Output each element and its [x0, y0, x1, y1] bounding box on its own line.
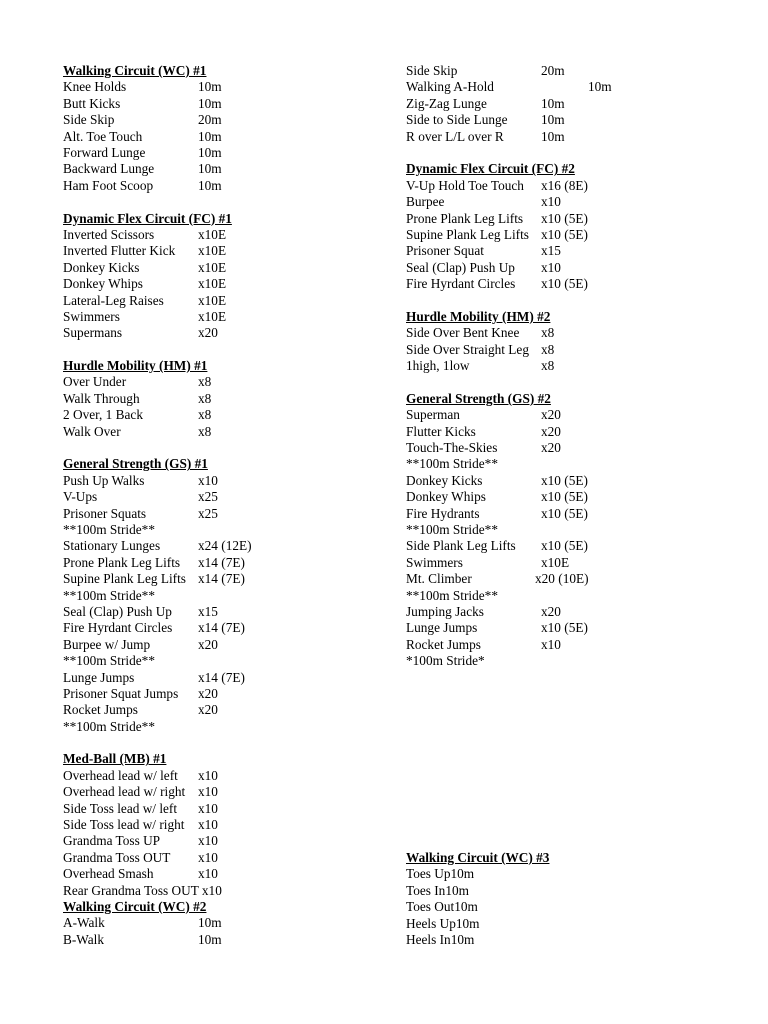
- exercise-row: [406, 358, 736, 374]
- exercise-row: [63, 620, 383, 636]
- exercise-row: [63, 833, 383, 849]
- section-dynamic-flex-circuit-fc-1: [63, 211, 383, 359]
- exercise-name: Supine Plank Leg Lifts: [406, 226, 529, 242]
- section-title: Hurdle Mobility (HM) #1: [63, 358, 208, 374]
- exercise-row: [406, 260, 736, 276]
- exercise-name: R over L/L over R: [406, 128, 504, 144]
- exercise-row: [406, 883, 736, 899]
- exercise-name: **100m Stride**: [63, 718, 155, 734]
- exercise-row: [63, 784, 383, 800]
- exercise-row: [63, 670, 383, 686]
- exercise-name: Walk Over: [63, 423, 121, 439]
- exercise-row: [63, 522, 383, 538]
- exercise-name: Lunge Jumps: [406, 620, 478, 636]
- section-general-strength-gs-2: [406, 391, 736, 670]
- exercise-row: [63, 883, 383, 899]
- exercise-row: [63, 768, 383, 784]
- exercise-name: Prone Plank Leg Lifts: [406, 210, 524, 226]
- exercise-quantity: 10m: [198, 177, 222, 193]
- exercise-quantity: 10m: [445, 882, 469, 898]
- exercise-row: [406, 227, 736, 243]
- exercise-row: [406, 637, 736, 653]
- exercise-row: [406, 653, 736, 669]
- exercise-row: [63, 555, 383, 571]
- exercise-row: [406, 178, 736, 194]
- exercise-name: V-Ups: [63, 489, 98, 505]
- exercise-row: [63, 719, 383, 735]
- section-title: Walking Circuit (WC) #1: [63, 63, 207, 78]
- section-title: General Strength (GS) #1: [63, 456, 208, 472]
- exercise-name: Side Toss lead w/ left: [63, 800, 178, 816]
- exercise-quantity: 10m: [198, 79, 222, 95]
- exercise-row: [406, 620, 736, 636]
- exercise-name: Forward Lunge: [63, 144, 146, 160]
- exercise-name: Backward Lunge: [63, 161, 155, 177]
- exercise-row: [63, 915, 383, 931]
- exercise-row: [406, 932, 736, 948]
- exercise-quantity: x20: [198, 702, 218, 718]
- exercise-quantity: x16 (8E): [541, 177, 588, 193]
- exercise-name: Rocket Jumps: [406, 636, 481, 652]
- exercise-row: [406, 916, 736, 932]
- exercise-quantity: 10m: [454, 899, 478, 915]
- exercise-row: [406, 342, 736, 358]
- exercise-name: Side Toss lead w/ right: [63, 817, 185, 833]
- exercise-quantity: x20: [198, 325, 218, 341]
- exercise-row: [406, 604, 736, 620]
- exercise-quantity: 10m: [198, 915, 222, 931]
- exercise-quantity: x20 (10E): [535, 571, 589, 587]
- exercise-quantity: 20m: [198, 112, 222, 128]
- exercise-quantity: x14 (7E): [198, 571, 245, 587]
- exercise-quantity: x10E: [198, 243, 227, 259]
- exercise-name: Toes Out: [406, 899, 455, 915]
- exercise-row: [63, 260, 383, 276]
- exercise-name: Stationary Lunges: [63, 538, 161, 554]
- exercise-row: [63, 702, 383, 718]
- section-spacer: [63, 735, 383, 751]
- exercise-quantity: x10 (5E): [541, 226, 588, 242]
- exercise-name: Donkey Kicks: [63, 259, 140, 275]
- exercise-row: [63, 932, 383, 948]
- exercise-quantity: x24 (12E): [198, 538, 252, 554]
- exercise-row: [406, 555, 736, 571]
- exercise-name: Fire Hyrdant Circles: [63, 620, 173, 636]
- exercise-quantity: x10: [198, 833, 218, 849]
- exercise-row: [63, 637, 383, 653]
- section-general-strength-gs-1: [63, 456, 383, 751]
- exercise-name: Rear Grandma Toss OUT x10: [63, 882, 222, 898]
- section-title: General Strength (GS) #2: [406, 390, 551, 406]
- exercise-name: Heels In: [406, 931, 451, 947]
- exercise-quantity: 10m: [198, 161, 222, 177]
- exercise-row: [406, 440, 736, 456]
- exercise-quantity: 10m: [450, 866, 475, 882]
- exercise-name: Walking A-Hold: [406, 79, 494, 95]
- exercise-name: **100m Stride**: [63, 653, 155, 669]
- exercise-name: 2 Over, 1 Back: [63, 407, 143, 423]
- exercise-name: Fire Hydrants: [406, 505, 480, 521]
- exercise-quantity: x8: [198, 390, 212, 406]
- exercise-row: [63, 96, 383, 112]
- exercise-quantity: 10m: [450, 931, 475, 947]
- exercise-row: [63, 374, 383, 390]
- exercise-name: 1high, 1low: [406, 358, 470, 374]
- exercise-row: [63, 112, 383, 128]
- exercise-name: Prone Plank Leg Lifts: [63, 554, 181, 570]
- exercise-quantity: x10 (5E): [541, 538, 588, 554]
- exercise-name: Fire Hyrdant Circles: [406, 276, 516, 292]
- exercise-name: Jumping Jacks: [406, 603, 484, 619]
- exercise-name: **100m Stride**: [406, 587, 498, 603]
- exercise-quantity: x10: [198, 784, 218, 800]
- exercise-name: **100m Stride**: [63, 522, 155, 537]
- exercise-name: Side Plank Leg Lifts: [406, 538, 516, 554]
- exercise-quantity: x20: [541, 407, 561, 423]
- exercise-row: [63, 293, 383, 309]
- section-walking-circuit-wc-3: [406, 850, 736, 948]
- exercise-quantity: x10: [541, 636, 561, 652]
- exercise-name: Butt Kicks: [63, 95, 121, 111]
- right-bottom-section: [406, 850, 736, 948]
- exercise-name: Side to Side Lunge: [406, 112, 508, 128]
- exercise-row: [63, 489, 383, 505]
- exercise-row: [63, 129, 383, 145]
- exercise-name: Superman: [406, 407, 460, 423]
- exercise-quantity: x10E: [541, 554, 570, 570]
- section-spacer: [406, 292, 736, 308]
- exercise-quantity: x10: [541, 259, 561, 275]
- exercise-quantity: 10m: [198, 95, 222, 111]
- exercise-quantity: x10 (5E): [541, 210, 588, 226]
- exercise-name: Overhead lead w/ left: [63, 767, 178, 783]
- exercise-name: Prisoner Squats: [63, 505, 147, 521]
- exercise-name: Donkey Whips: [63, 276, 143, 292]
- exercise-row: [406, 129, 736, 145]
- exercise-row: [63, 325, 383, 341]
- exercise-quantity: x10E: [198, 292, 227, 308]
- exercise-row: [63, 588, 383, 604]
- exercise-name: Zig-Zag Lunge: [406, 95, 487, 111]
- section-title: Dynamic Flex Circuit (FC) #2: [406, 161, 575, 177]
- exercise-name: Overhead lead w/ right: [63, 784, 186, 800]
- exercise-quantity: 20m: [541, 63, 565, 78]
- exercise-quantity: x10 (5E): [541, 489, 588, 505]
- exercise-row: [63, 473, 383, 489]
- exercise-quantity: x10: [541, 194, 561, 210]
- exercise-name: Inverted Scissors: [63, 226, 155, 242]
- exercise-quantity: x20: [541, 603, 561, 619]
- exercise-name: Swimmers: [63, 308, 120, 324]
- exercise-row: [406, 407, 736, 423]
- exercise-row: [63, 79, 383, 95]
- exercise-name: Grandma Toss UP: [63, 833, 161, 849]
- exercise-quantity: 10m: [198, 128, 222, 144]
- section-walking-circuit-wc-2: [63, 899, 383, 948]
- exercise-row: [406, 522, 736, 538]
- section-dynamic-flex-circuit-fc-2: [406, 161, 736, 309]
- exercise-row: [406, 211, 736, 227]
- exercise-row: [406, 588, 736, 604]
- exercise-name: Burpee w/ Jump: [63, 636, 151, 652]
- exercise-row: [63, 391, 383, 407]
- section-title: Walking Circuit (WC) #3: [406, 850, 550, 865]
- exercise-row: [406, 79, 736, 95]
- exercise-name: Overhead Smash: [63, 866, 154, 882]
- exercise-name: Toes In: [406, 882, 446, 898]
- exercise-name: Grandma Toss OUT: [63, 849, 171, 865]
- exercise-quantity: x10: [198, 800, 218, 816]
- section-continued: [406, 63, 736, 161]
- exercise-quantity: x10E: [198, 259, 227, 275]
- exercise-quantity: 10m: [588, 79, 612, 95]
- exercise-name: **100m Stride**: [63, 587, 155, 603]
- exercise-name: Over Under: [63, 374, 127, 390]
- exercise-row: [63, 538, 383, 554]
- exercise-row: [63, 161, 383, 177]
- exercise-row: [406, 243, 736, 259]
- section-hurdle-mobility-hm-1: [63, 358, 383, 456]
- exercise-row: [63, 145, 383, 161]
- exercise-quantity: 10m: [541, 128, 565, 144]
- exercise-quantity: 10m: [541, 95, 565, 111]
- exercise-row: [63, 801, 383, 817]
- exercise-row: [406, 112, 736, 128]
- exercise-name: Inverted Flutter Kick: [63, 243, 176, 259]
- exercise-name: Burpee: [406, 194, 445, 210]
- exercise-quantity: 10m: [198, 144, 222, 160]
- exercise-row: [406, 473, 736, 489]
- section-spacer: [63, 194, 383, 210]
- exercise-name: A-Walk: [63, 915, 105, 931]
- exercise-quantity: x25: [198, 489, 218, 505]
- exercise-quantity: x8: [541, 358, 555, 374]
- exercise-quantity: x15: [541, 243, 561, 259]
- exercise-row: [406, 424, 736, 440]
- exercise-quantity: x14 (7E): [198, 620, 245, 636]
- exercise-quantity: x15: [198, 603, 218, 619]
- exercise-name: Donkey Whips: [406, 489, 486, 505]
- exercise-row: [63, 227, 383, 243]
- exercise-name: Alt. Toe Touch: [63, 128, 143, 144]
- exercise-quantity: x8: [541, 325, 555, 341]
- exercise-row: [63, 653, 383, 669]
- exercise-name: **100m Stride**: [406, 521, 498, 537]
- exercise-name: Ham Foot Scoop: [63, 177, 154, 193]
- exercise-name: Flutter Kicks: [406, 423, 476, 439]
- exercise-row: [406, 325, 736, 341]
- exercise-quantity: x10 (5E): [541, 620, 588, 636]
- exercise-row: [406, 506, 736, 522]
- exercise-name: Swimmers: [406, 554, 463, 570]
- exercise-quantity: x10E: [198, 308, 227, 324]
- exercise-row: [63, 604, 383, 620]
- exercise-row: [406, 456, 736, 472]
- exercise-name: Seal (Clap) Push Up: [406, 259, 515, 275]
- exercise-row: [63, 309, 383, 325]
- exercise-quantity: x20: [541, 440, 561, 456]
- exercise-quantity: 10m: [455, 915, 480, 931]
- exercise-row: [63, 817, 383, 833]
- exercise-quantity: x10 (5E): [541, 472, 588, 488]
- exercise-quantity: x10 (5E): [541, 505, 588, 521]
- exercise-name: Push Up Walks: [63, 472, 145, 488]
- exercise-row: [63, 424, 383, 440]
- exercise-name: Side Skip: [406, 63, 458, 78]
- exercise-quantity: x10E: [198, 276, 227, 292]
- exercise-row: [406, 866, 736, 882]
- section-spacer: [406, 374, 736, 390]
- exercise-name: Heels Up: [406, 915, 456, 931]
- exercise-row: [406, 96, 736, 112]
- exercise-name: B-Walk: [63, 931, 105, 947]
- exercise-quantity: x10: [198, 472, 218, 488]
- section-spacer: [406, 145, 736, 161]
- exercise-row: [63, 178, 383, 194]
- exercise-row: [406, 489, 736, 505]
- exercise-name: Side Skip: [63, 112, 115, 128]
- exercise-row: [406, 571, 736, 587]
- exercise-name: V-Up Hold Toe Touch: [406, 177, 524, 193]
- exercise-name: Lateral-Leg Raises: [63, 292, 164, 308]
- exercise-quantity: x14 (7E): [198, 669, 245, 685]
- section-title: Hurdle Mobility (HM) #2: [406, 308, 551, 324]
- exercise-quantity: x10: [198, 767, 218, 783]
- exercise-quantity: x25: [198, 505, 218, 521]
- exercise-name: Side Over Bent Knee: [406, 325, 520, 341]
- exercise-row: [406, 538, 736, 554]
- exercise-name: Rocket Jumps: [63, 702, 138, 718]
- exercise-row: [406, 63, 736, 79]
- exercise-row: [63, 571, 383, 587]
- exercise-row: [63, 506, 383, 522]
- section-title: Walking Circuit (WC) #2: [63, 899, 207, 914]
- exercise-name: Toes Up: [406, 866, 451, 882]
- exercise-name: Seal (Clap) Push Up: [63, 603, 172, 619]
- section-title: Dynamic Flex Circuit (FC) #1: [63, 210, 232, 226]
- exercise-name: Mt. Climber: [406, 571, 472, 587]
- exercise-row: [63, 243, 383, 259]
- exercise-name: Walk Through: [63, 390, 140, 406]
- exercise-name: Touch-The-Skies: [406, 440, 498, 456]
- exercise-name: Lunge Jumps: [63, 669, 135, 685]
- exercise-quantity: x20: [541, 423, 561, 439]
- left-column: [63, 63, 383, 948]
- section-title: Med-Ball (MB) #1: [63, 751, 167, 767]
- exercise-quantity: x8: [198, 407, 212, 423]
- exercise-quantity: x8: [198, 423, 212, 439]
- exercise-row: [406, 899, 736, 915]
- exercise-row: [63, 407, 383, 423]
- exercise-quantity: 10m: [198, 931, 222, 947]
- exercise-quantity: x8: [541, 341, 555, 357]
- exercise-name: Prisoner Squat Jumps: [63, 685, 179, 701]
- exercise-row: [406, 276, 736, 292]
- exercise-quantity: x10: [198, 866, 218, 882]
- exercise-row: [63, 866, 383, 882]
- right-column: [406, 63, 736, 670]
- exercise-name: Prisoner Squat: [406, 243, 484, 259]
- exercise-name: Supine Plank Leg Lifts: [63, 571, 186, 587]
- exercise-name: Supermans: [63, 325, 123, 341]
- section-med-ball-mb-1: [63, 751, 383, 899]
- section-walking-circuit-wc-1: [63, 63, 383, 211]
- exercise-row: [63, 276, 383, 292]
- exercise-name: *100m Stride*: [406, 653, 485, 669]
- exercise-quantity: x10: [198, 849, 218, 865]
- exercise-row: [406, 194, 736, 210]
- section-hurdle-mobility-hm-2: [406, 309, 736, 391]
- exercise-row: [63, 850, 383, 866]
- exercise-name: **100m Stride**: [406, 456, 498, 472]
- exercise-quantity: x8: [198, 374, 212, 390]
- exercise-quantity: x20: [198, 636, 218, 652]
- exercise-name: Side Over Straight Leg: [406, 341, 529, 357]
- exercise-row: [63, 686, 383, 702]
- exercise-quantity: x10: [198, 817, 218, 833]
- exercise-name: Donkey Kicks: [406, 472, 483, 488]
- exercise-quantity: x10E: [198, 226, 227, 242]
- section-spacer: [63, 440, 383, 456]
- exercise-name: Knee Holds: [63, 79, 127, 95]
- section-spacer: [63, 342, 383, 358]
- exercise-quantity: x14 (7E): [198, 554, 245, 570]
- exercise-quantity: 10m: [541, 112, 565, 128]
- exercise-quantity: x10 (5E): [541, 276, 588, 292]
- exercise-quantity: x20: [198, 685, 218, 701]
